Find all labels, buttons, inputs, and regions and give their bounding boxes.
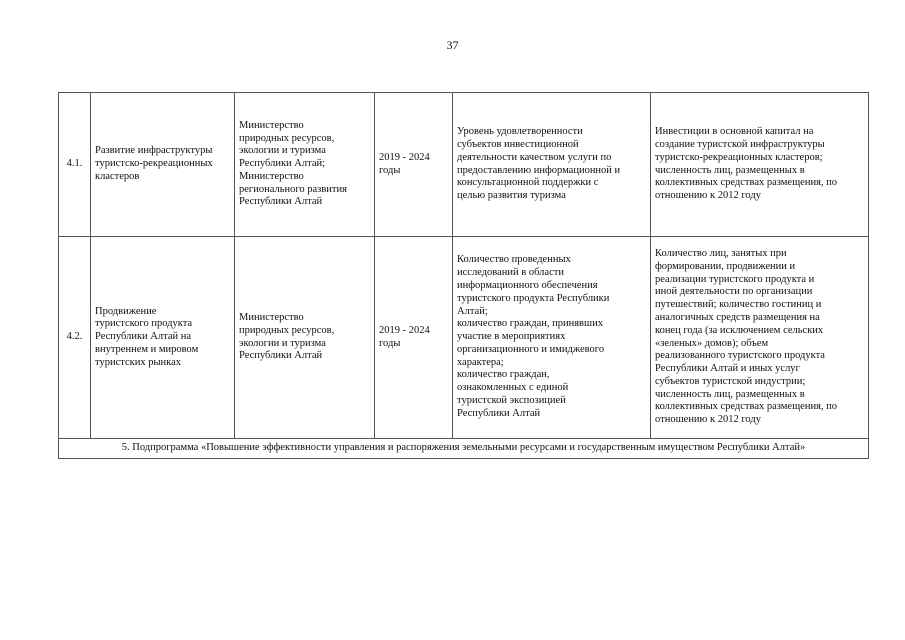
subprogram-row — [59, 439, 869, 459]
implementation-period: 2019 - 2024 годы — [375, 237, 453, 439]
subprogram-title: 5. Подпрограмма «Повышение эффективности управления и распоряжения земельными ресурсами и государственным имуществом Республики Алтай» — [59, 439, 869, 459]
activity-name: Продвижение туристского продукта Республики Алтай на внутреннем и мировом туристских рынках — [91, 237, 235, 439]
table-row — [59, 93, 869, 237]
row-number: 4.1. — [59, 93, 91, 237]
implementation-period: 2019 - 2024 годы — [375, 93, 453, 237]
indicators: Уровень удовлетворенности субъектов инвестиционной деятельности качеством услуги по предоставлению информационной и консультационной поддержки с целью развития туризма — [453, 93, 651, 237]
activity-name: Развитие инфраструктуры туристско-рекреационных кластеров — [91, 93, 235, 237]
executors: Министерство природных ресурсов, экологии и туризма Республики Алтай — [235, 237, 375, 439]
indicators: Количество проведенных исследований в области информационного обеспечения туристского продукта Республики Алтай; количество граждан, принявших участие в мероприятиях организационного и имиджевого характера; количество граждан, ознакомленных с единой туристской экспозицией Республики Алтай — [453, 237, 651, 439]
results: Инвестиции в основной капитал на создание туристской инфраструктуры туристско-рекреационных кластеров; численность лиц, размещенных в коллективных средствах размещения, по отношению к 2012 году — [651, 93, 869, 237]
page-number: 37 — [446, 38, 459, 52]
results: Количество лиц, занятых при формировании, продвижении и реализации туристского продукта и иной деятельности по организации путешествий; количество гостиниц и аналогичных средств размещения на конец года (за исключением сельских «зеленых» домов); объем реализованного туристского продукта Республики Алтай и иных услуг субъектов туристской индустрии; численность лиц, размещенных в коллективных средствах размещения, по отношению к 2012 году — [651, 237, 869, 439]
executors: Министерство природных ресурсов, экологии и туризма Республики Алтай; Министерство регионального развития Республики Алтай — [235, 93, 375, 237]
row-number: 4.2. — [59, 237, 91, 439]
table-row — [59, 237, 869, 439]
program-table — [58, 92, 869, 459]
